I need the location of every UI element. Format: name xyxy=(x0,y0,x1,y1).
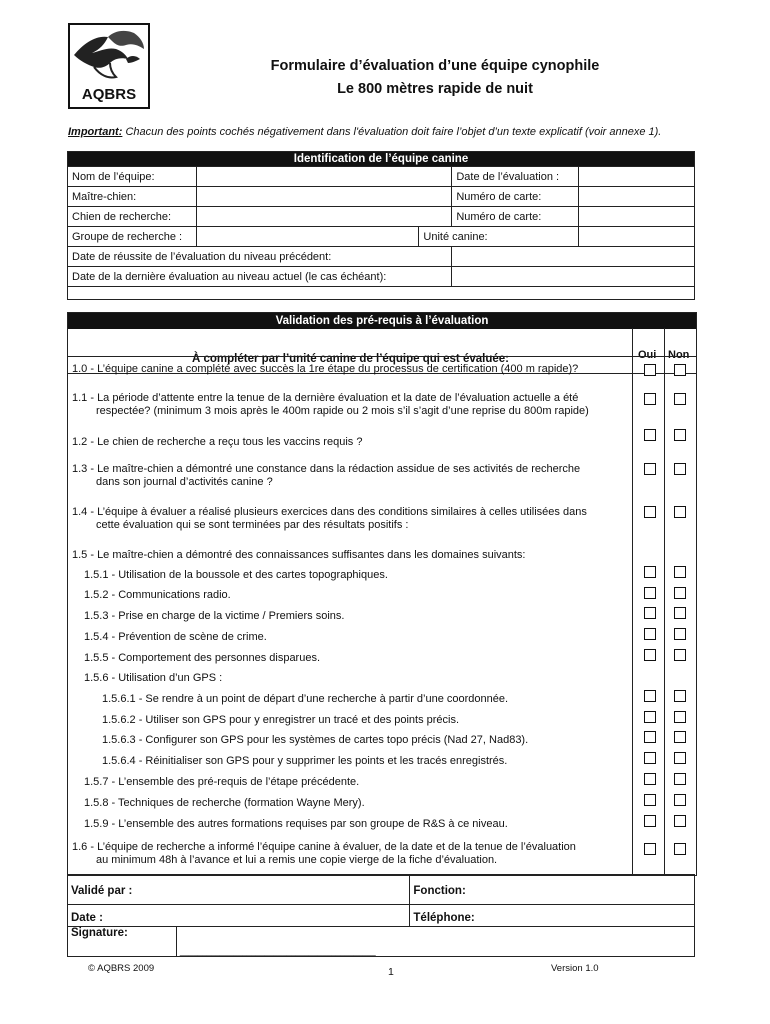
question-1-4-no-checkbox[interactable] xyxy=(674,506,686,518)
previous-level-date-label: Date de réussite de l’évaluation du niveau précédent: xyxy=(68,247,452,267)
question-1-0: 1.0 - L’équipe canine a complété avec succès la 1re étape du processus de certification (400 m rapide)? xyxy=(72,363,579,375)
logo-text: AQBRS xyxy=(81,86,137,103)
question-1-4-line2: cette évaluation qui se sont terminées par des résultats positifs : xyxy=(96,519,409,531)
question-1-5-5-no-checkbox[interactable] xyxy=(674,649,686,661)
yes-column-header: Oui xyxy=(638,349,657,361)
search-group-label: Groupe de recherche : xyxy=(68,227,197,247)
question-1-5-8-no-checkbox[interactable] xyxy=(674,794,686,806)
question-1-6-yes-checkbox[interactable] xyxy=(644,843,656,855)
aqbrs-logo xyxy=(68,23,150,109)
question-1-5-6-3-no-checkbox[interactable] xyxy=(674,731,686,743)
footer-version: Version 1.0 xyxy=(551,963,599,974)
telephone-label: Téléphone: xyxy=(413,912,475,924)
canine-unit-field[interactable] xyxy=(579,227,695,247)
signature-table xyxy=(67,874,695,957)
important-text: Chacun des points cochés négativement dans l'évaluation doit faire l’objet d’un texte explicatif (voir annexe 1). xyxy=(122,126,662,138)
search-group-field[interactable] xyxy=(196,227,419,247)
signature-label: Signature: xyxy=(71,927,128,939)
question-1-3-yes-checkbox[interactable] xyxy=(644,463,656,475)
question-1-5-6: 1.5.6 - Utilisation d’un GPS : xyxy=(84,672,223,684)
team-name-field[interactable] xyxy=(196,167,451,187)
function-field[interactable] xyxy=(410,875,695,905)
handler-card-label: Numéro de carte: xyxy=(452,187,579,207)
no-column-header: Non xyxy=(668,349,690,361)
page-number: 1 xyxy=(388,966,394,978)
question-1-5-6-3: 1.5.6.3 - Configurer son GPS pour les systèmes de cartes topo précis (Nad 27, Nad83). xyxy=(102,734,529,746)
function-label: Fonction: xyxy=(413,885,466,897)
question-1-5-6-4-no-checkbox[interactable] xyxy=(674,752,686,764)
question-1-0-yes-checkbox[interactable] xyxy=(644,364,656,376)
identification-header: Identification de l’équipe canine xyxy=(68,152,695,167)
question-1-5-8-yes-checkbox[interactable] xyxy=(644,794,656,806)
evaluation-date-field[interactable] xyxy=(579,167,695,187)
question-1-1-no-checkbox[interactable] xyxy=(674,393,686,405)
question-1-5-7: 1.5.7 - L’ensemble des pré-requis de l’étape précédente. xyxy=(84,776,360,788)
question-1-6-line2: au minimum 48h à l’avance et lui a remis une copie vierge de la fiche d’évaluation. xyxy=(96,854,498,866)
date-label: Date : xyxy=(71,912,103,924)
dog-card-field[interactable] xyxy=(579,207,695,227)
question-1-5-3-no-checkbox[interactable] xyxy=(674,607,686,619)
previous-level-date-field[interactable] xyxy=(452,247,695,267)
question-1-1-line2: respectée? (minimum 3 mois après le 400m rapide ou 2 mois s’il s’agit d’une reprise du 800m rapide) xyxy=(96,405,589,417)
validated-by-label: Validé par : xyxy=(71,885,133,897)
question-1-5-6-1-yes-checkbox[interactable] xyxy=(644,690,656,702)
evaluation-date-label: Date de l’évaluation : xyxy=(452,167,579,187)
question-1-5-7-no-checkbox[interactable] xyxy=(674,773,686,785)
question-1-5-6-4: 1.5.6.4 - Réinitialiser son GPS pour y supprimer les points et les tracés enregistrés. xyxy=(102,755,508,767)
question-1-1-yes-checkbox[interactable] xyxy=(644,393,656,405)
question-1-5-3: 1.5.3 - Prise en charge de la victime / Premiers soins. xyxy=(84,610,345,622)
eagle-logo-icon xyxy=(70,25,148,107)
handler-card-field[interactable] xyxy=(579,187,695,207)
question-1-5-3-yes-checkbox[interactable] xyxy=(644,607,656,619)
date-field[interactable] xyxy=(68,905,410,927)
question-1-5-5: 1.5.5 - Comportement des personnes disparues. xyxy=(84,652,321,664)
question-1-5-6-2-yes-checkbox[interactable] xyxy=(644,711,656,723)
important-note xyxy=(68,126,661,138)
signature-field[interactable] xyxy=(176,927,694,957)
telephone-field[interactable] xyxy=(410,905,695,927)
no-column-divider xyxy=(664,328,665,874)
canine-unit-label: Unité canine: xyxy=(419,227,579,247)
question-1-5-2-no-checkbox[interactable] xyxy=(674,587,686,599)
question-1-5-6-1: 1.5.6.1 - Se rendre à un point de départ d’une recherche à partir d’une coordonnée. xyxy=(102,693,509,705)
question-1-3-line1: 1.3 - Le maître-chien a démontré une constance dans la rédaction assidue de ses activités de recherche xyxy=(72,463,581,475)
question-1-4-line1: 1.4 - L’équipe à évaluer a réalisé plusieurs exercices dans des conditions similaires à celles utilisées dans xyxy=(72,506,587,518)
question-1-5-5-yes-checkbox[interactable] xyxy=(644,649,656,661)
signature-label-cell xyxy=(68,927,177,957)
yes-column-divider xyxy=(632,328,633,874)
question-1-5-9: 1.5.9 - L’ensemble des autres formations requises par son groupe de R&S à ce niveau. xyxy=(84,818,508,830)
question-1-5-9-no-checkbox[interactable] xyxy=(674,815,686,827)
validation-header: Validation des pré-requis à l’évaluation xyxy=(68,313,696,329)
question-1-5-9-yes-checkbox[interactable] xyxy=(644,815,656,827)
question-1-5-1-yes-checkbox[interactable] xyxy=(644,566,656,578)
important-label: Important: xyxy=(68,126,123,138)
question-1-6-line1: 1.6 - L’équipe de recherche a informé l’équipe canine à évaluer, de la date et de la tenue de l’évaluation xyxy=(72,841,576,853)
question-1-2-no-checkbox[interactable] xyxy=(674,429,686,441)
validation-subheader: À compléter par l’unité canine de l’équipe qui est évaluée: xyxy=(192,353,509,365)
question-1-3-no-checkbox[interactable] xyxy=(674,463,686,475)
question-1-5-4: 1.5.4 - Prévention de scène de crime. xyxy=(84,631,267,643)
last-evaluation-date-label: Date de la dernière évaluation au niveau actuel (le cas échéant): xyxy=(68,267,452,287)
question-1-5-6-2-no-checkbox[interactable] xyxy=(674,711,686,723)
question-1-0-no-checkbox[interactable] xyxy=(674,364,686,376)
question-1-5-2-yes-checkbox[interactable] xyxy=(644,587,656,599)
form-title: Formulaire d’évaluation d’une équipe cynophile xyxy=(270,58,600,74)
question-1-5: 1.5 - Le maître-chien a démontré des connaissances suffisantes dans les domaines suivants: xyxy=(72,549,526,561)
question-1-5-6-4-yes-checkbox[interactable] xyxy=(644,752,656,764)
question-1-6-no-checkbox[interactable] xyxy=(674,843,686,855)
question-1-5-4-yes-checkbox[interactable] xyxy=(644,628,656,640)
team-name-label: Nom de l’équipe: xyxy=(68,167,197,187)
question-1-5-8: 1.5.8 - Techniques de recherche (formation Wayne Mery). xyxy=(84,797,365,809)
identification-spacer xyxy=(68,287,695,300)
question-1-5-6-3-yes-checkbox[interactable] xyxy=(644,731,656,743)
last-evaluation-date-field[interactable] xyxy=(452,267,695,287)
signature-line: ____________________________________________ xyxy=(179,947,376,956)
validation-subheader-divider xyxy=(67,356,696,357)
question-1-3-line2: dans son journal d’activités canine ? xyxy=(96,476,273,488)
question-1-2: 1.2 - Le chien de recherche a reçu tous les vaccins requis ? xyxy=(72,436,363,448)
question-1-2-yes-checkbox[interactable] xyxy=(644,429,656,441)
question-1-5-7-yes-checkbox[interactable] xyxy=(644,773,656,785)
question-1-5-1: 1.5.1 - Utilisation de la boussole et des cartes topographiques. xyxy=(84,569,388,581)
search-dog-field[interactable] xyxy=(196,207,451,227)
question-1-5-4-no-checkbox[interactable] xyxy=(674,628,686,640)
handler-label: Maître-chien: xyxy=(68,187,197,207)
handler-field[interactable] xyxy=(196,187,451,207)
question-1-5-6-1-no-checkbox[interactable] xyxy=(674,690,686,702)
question-1-5-1-no-checkbox[interactable] xyxy=(674,566,686,578)
form-subtitle: Le 800 mètres rapide de nuit xyxy=(337,81,533,97)
search-dog-label: Chien de recherche: xyxy=(68,207,197,227)
question-1-1-line1: 1.1 - La période d’attente entre la tenue de la dernière évaluation et la date de l’évaluation actuelle a été xyxy=(72,392,579,404)
question-1-4-yes-checkbox[interactable] xyxy=(644,506,656,518)
validated-by-field[interactable] xyxy=(68,875,410,905)
question-1-5-6-2: 1.5.6.2 - Utiliser son GPS pour y enregistrer un tracé et des points précis. xyxy=(102,714,460,726)
footer-copyright: © AQBRS 2009 xyxy=(88,963,155,974)
dog-card-label: Numéro de carte: xyxy=(452,207,579,227)
question-1-5-2: 1.5.2 - Communications radio. xyxy=(84,589,231,601)
identification-table xyxy=(67,151,695,300)
